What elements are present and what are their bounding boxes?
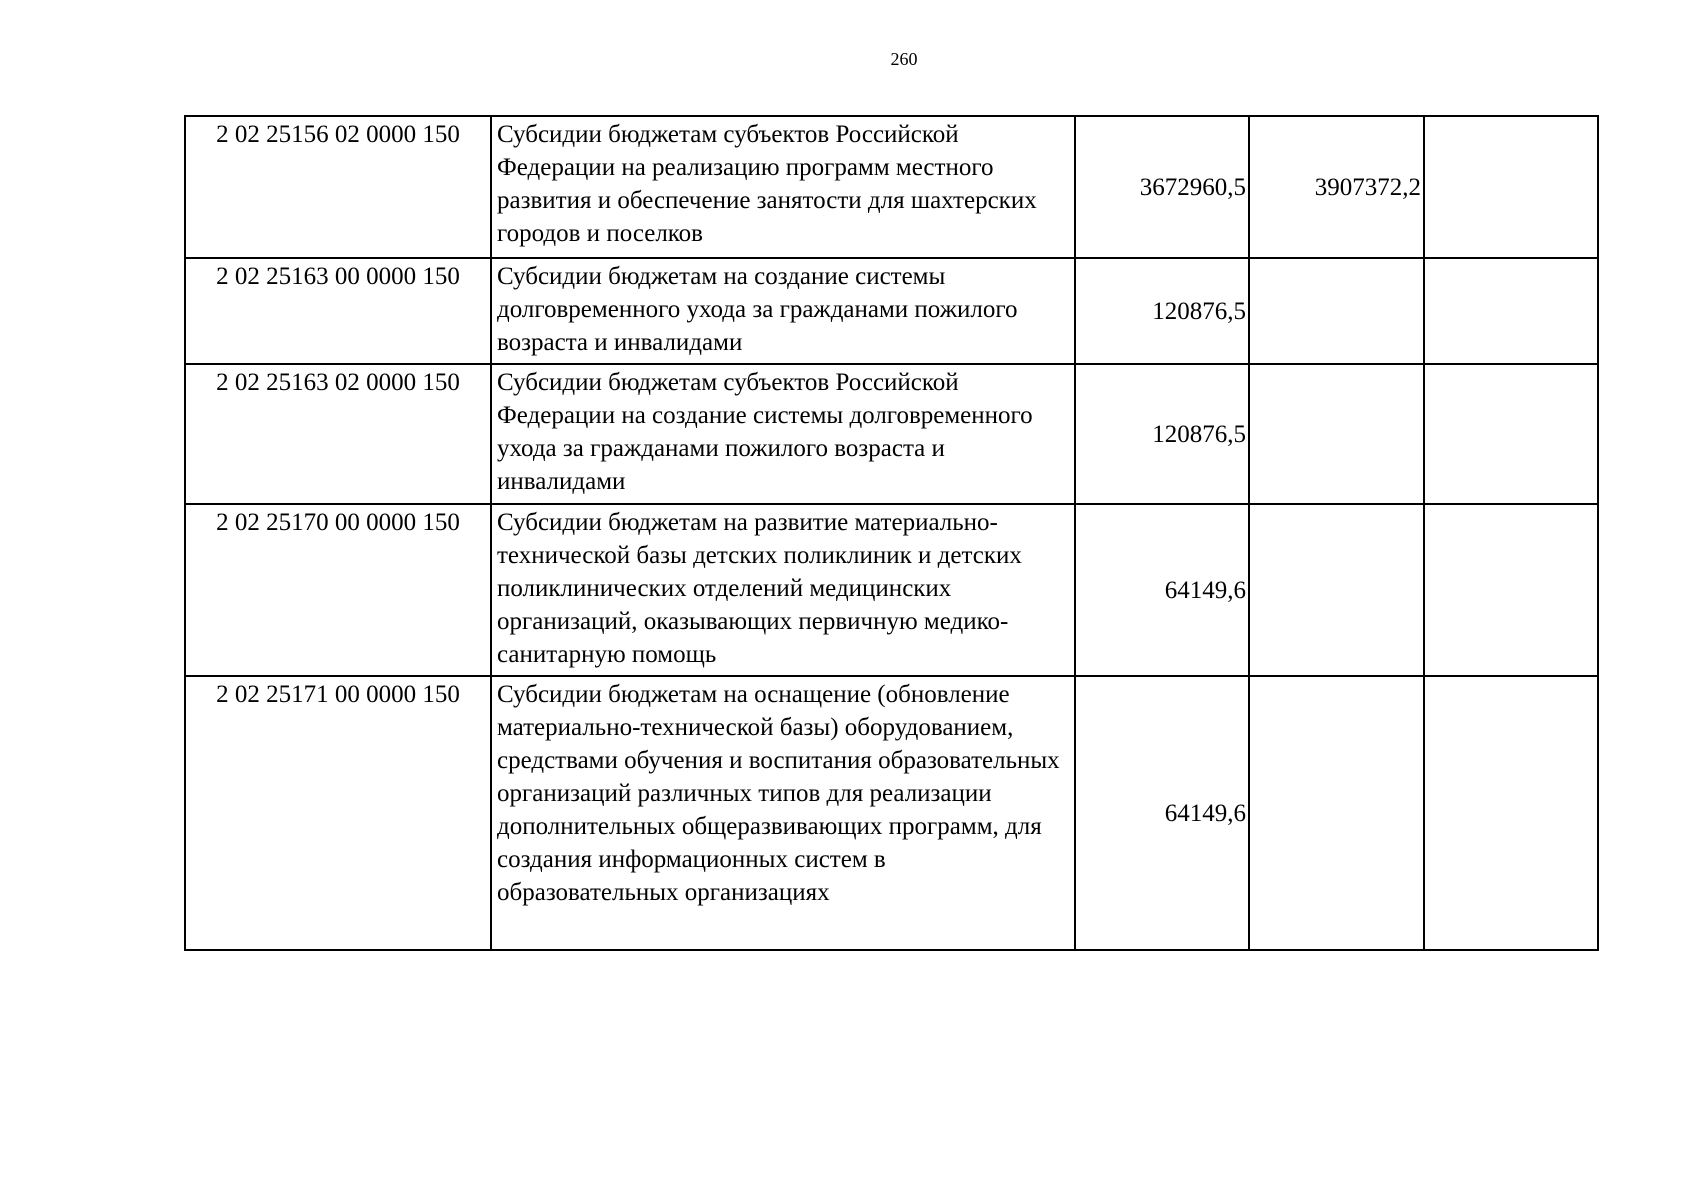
amount-cell-1: 120876,5 [1075, 258, 1249, 364]
budget-code-cell: 2 02 25170 00 0000 150 [185, 504, 491, 676]
description-cell: Субсидии бюджетам на оснащение (обновление материально-технической базы) оборудованием, средствами обучения и воспитания образовательных организаций различных типов для реализации дополнительных общеразвивающих программ, для создания информационных систем в образовательных организациях [491, 676, 1075, 950]
amount-cell-3 [1424, 676, 1598, 950]
amount-cell-2 [1249, 258, 1424, 364]
amount-cell-2 [1249, 676, 1424, 950]
page-number: 260 [890, 49, 918, 69]
amount-cell-3 [1424, 504, 1598, 676]
amount-cell-2 [1249, 364, 1424, 504]
table-row [185, 258, 1598, 364]
amount-cell-3 [1424, 116, 1598, 258]
table-row [185, 676, 1598, 950]
description-cell: Субсидии бюджетам на создание системы долговременного ухода за гражданами пожилого возраста и инвалидами [491, 258, 1075, 364]
description-cell: Субсидии бюджетам субъектов Российской Федерации на реализацию программ местного развития и обеспечение занятости для шахтерских городов и поселков [491, 116, 1075, 258]
amount-cell-1: 120876,5 [1075, 364, 1249, 504]
table-row [185, 504, 1598, 676]
amount-cell-2 [1249, 504, 1424, 676]
table-row [185, 116, 1598, 258]
amount-cell-3 [1424, 364, 1598, 504]
amount-cell-1: 64149,6 [1075, 676, 1249, 950]
description-cell: Субсидии бюджетам на развитие материально-технической базы детских поликлиник и детских поликлинических отделений медицинских организаций, оказывающих первичную медико-санитарную помощь [491, 504, 1075, 676]
amount-cell-3 [1424, 258, 1598, 364]
budget-revenue-table [184, 115, 1599, 951]
budget-code-cell: 2 02 25171 00 0000 150 [185, 676, 491, 950]
amount-cell-1: 64149,6 [1075, 504, 1249, 676]
budget-code-cell: 2 02 25156 02 0000 150 [185, 116, 491, 258]
description-cell: Субсидии бюджетам субъектов Российской Федерации на создание системы долговременного ухода за гражданами пожилого возраста и инвалидами [491, 364, 1075, 504]
budget-code-cell: 2 02 25163 00 0000 150 [185, 258, 491, 364]
amount-cell-1: 3672960,5 [1075, 116, 1249, 258]
table-row [185, 364, 1598, 504]
amount-cell-2: 3907372,2 [1249, 116, 1424, 258]
budget-code-cell: 2 02 25163 02 0000 150 [185, 364, 491, 504]
